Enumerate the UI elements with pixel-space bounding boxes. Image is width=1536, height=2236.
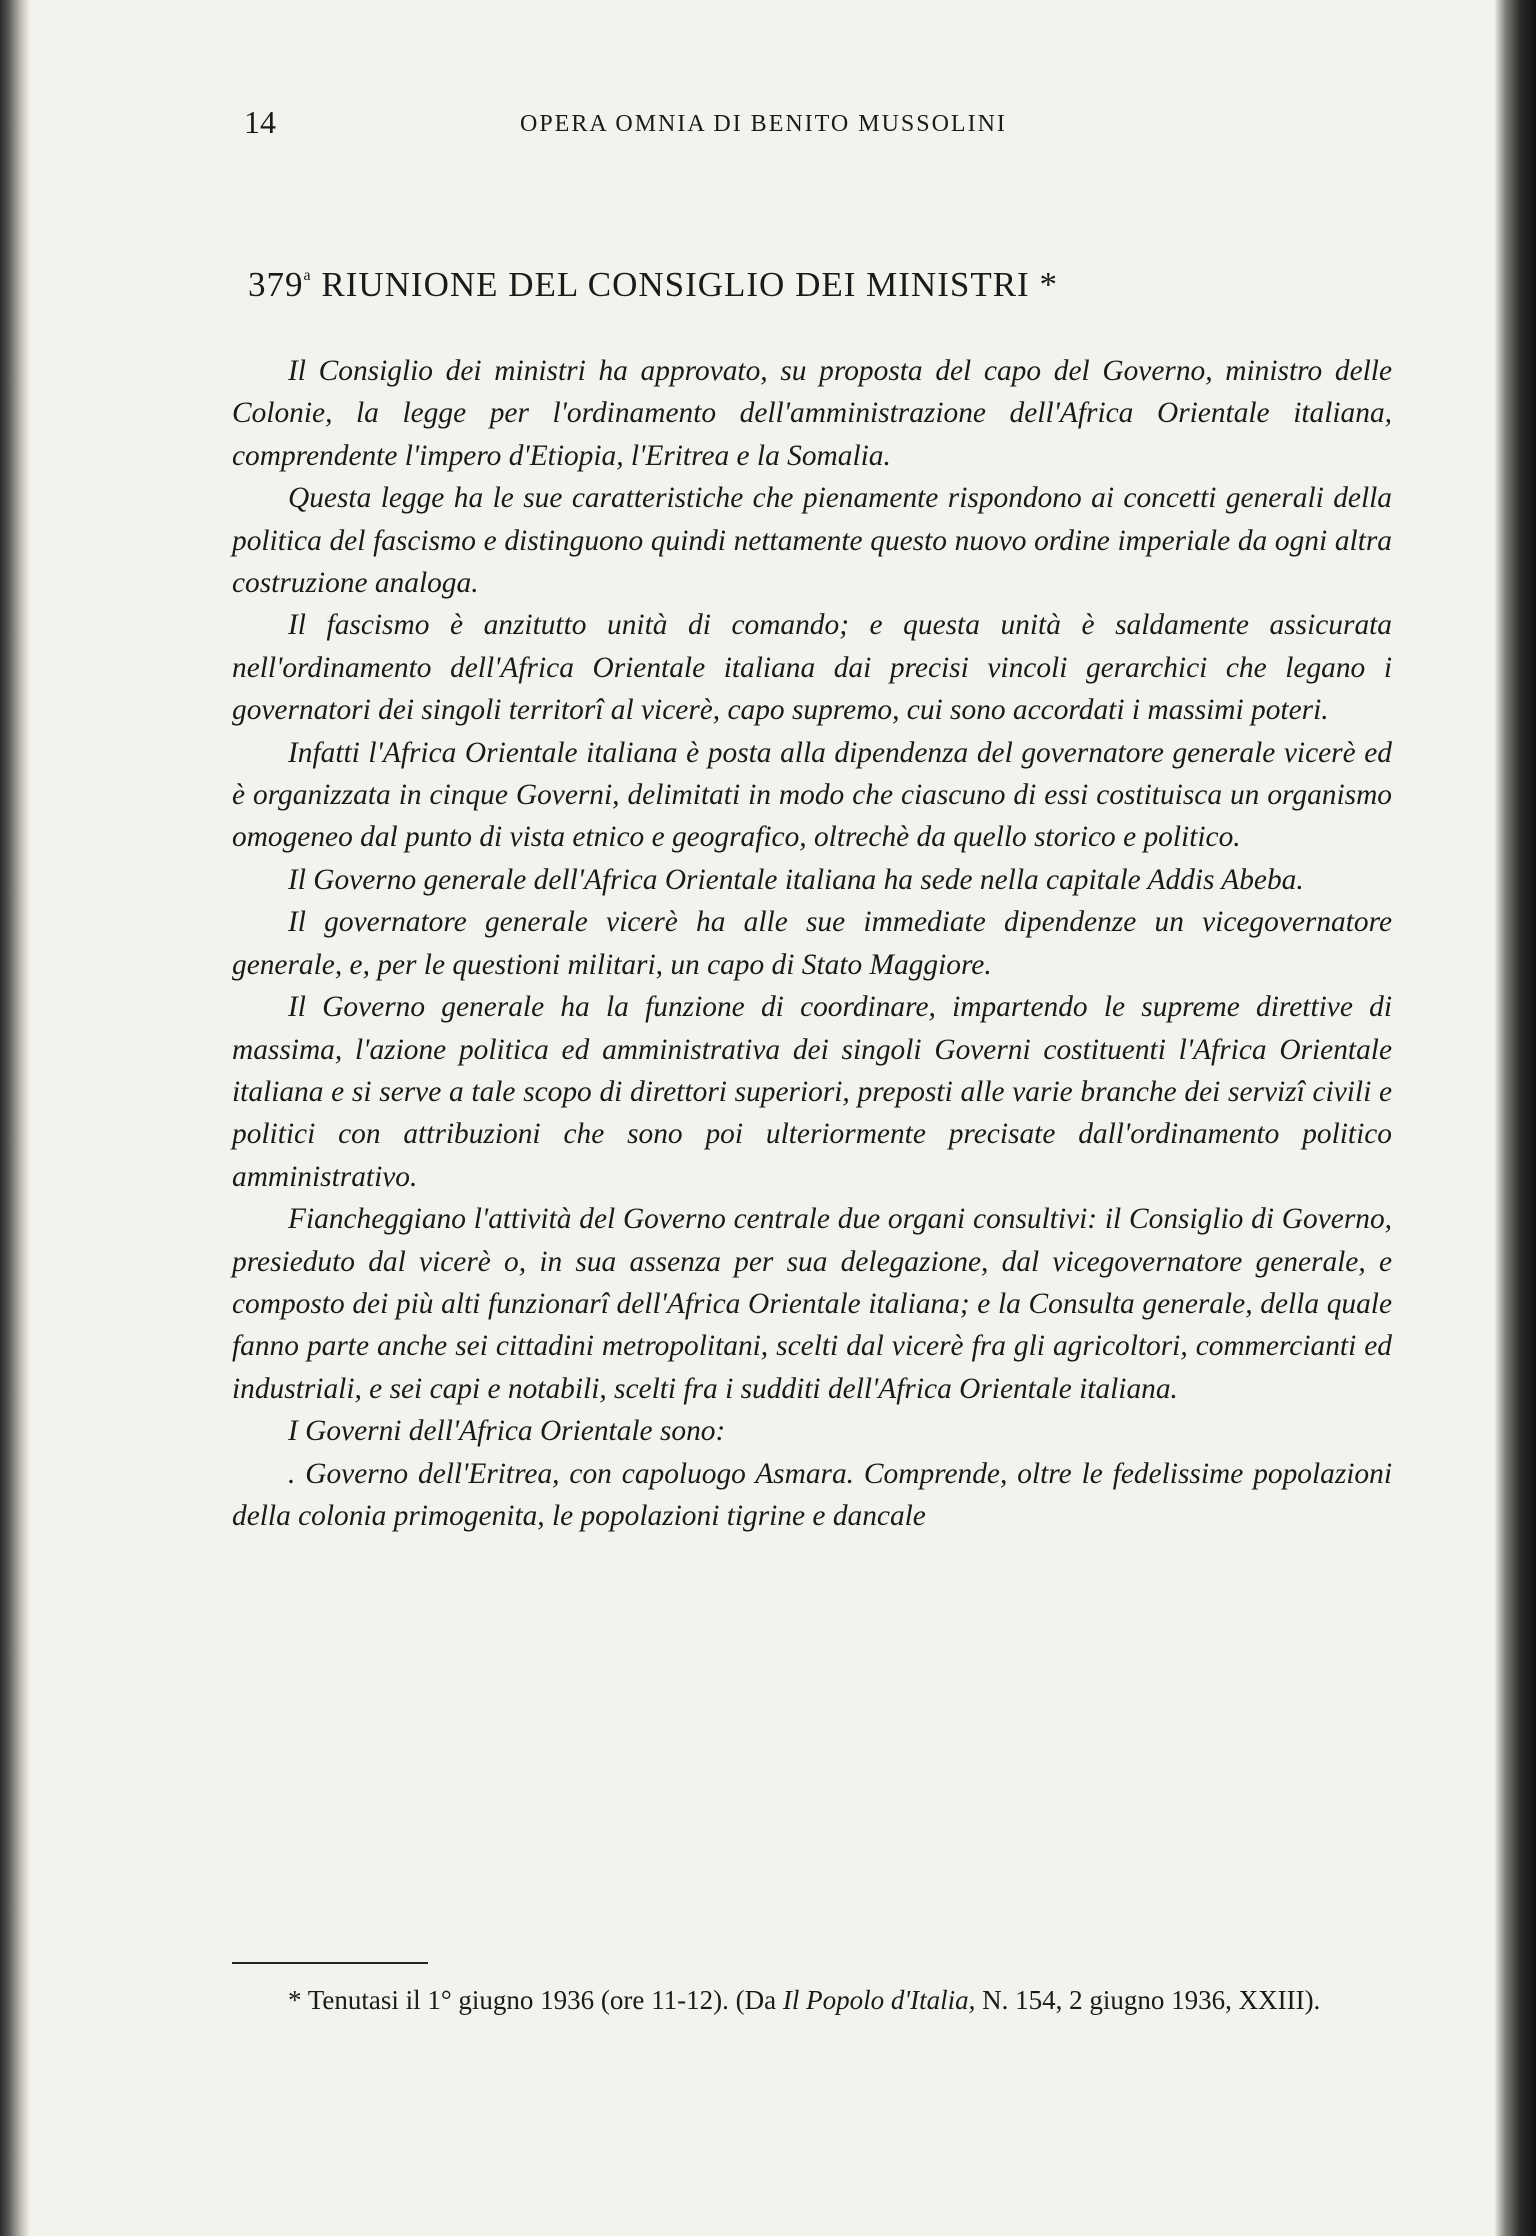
body-text [232, 350, 1392, 1537]
footnote-marker: * [288, 1985, 302, 2015]
paragraph: Il fascismo è anzitutto unità di comando; e questa unità è saldamente assicurata nell'ordinamento dell'Africa Orientale italiana dai precisi vincoli gerarchici che legano i governatori dei singoli territorî al vicerè, capo supremo, cui sono accordati i massimi poteri. [232, 609, 1392, 727]
scan-left-edge [0, 0, 30, 2236]
paragraph: I Governi dell'Africa Orientale sono: [288, 1415, 726, 1448]
paragraph: Infatti l'Africa Orientale italiana è posta alla dipendenza del governatore generale vicerè ed è organizzata in cinque Governi, delimitati in modo che ciascuno di essi costituisca un organismo omogeneo dal punto di vista etnico e geografico, oltrechè da quello storico e politico. [232, 736, 1392, 854]
scan-right-edge [1494, 0, 1536, 2236]
paragraph: Il Governo generale ha la funzione di coordinare, impartendo le supreme direttive di massima, l'azione politica ed amministrativa dei singoli Governi costituenti l'Africa Orientale italiana e si serve a tale scopo di direttori superiori, preposti alle varie branche dei servizî civili e politici con attribuzioni che sono poi ulteriormente precisate dall'ordinamento politico amministrativo. [232, 991, 1392, 1193]
footnote [232, 1980, 1392, 2020]
paragraph: . Governo dell'Eritrea, con capoluogo Asmara. Comprende, oltre le fedelissime popolazioni della colonia primogenita, le popolazioni tigrine e dancale [232, 1457, 1392, 1532]
footnote-source: Il Popolo d'Italia, [782, 1985, 976, 2015]
footnote-text: Tenutasi il 1° giugno 1936 (ore 11-12). (Da [307, 1985, 783, 2015]
paragraph: Fiancheggiano l'attività del Governo centrale due organi consultivi: il Consiglio di Governo, presieduto dal vicerè o, in sua assenza per sua delegazione, dal vicegovernatore generale, e composto dei più alti funzionarî dell'Africa Orientale italiana; e la Consulta generale, della quale fanno parte anche sei cittadini metropolitani, scelti dal vicerè fra gli agricoltori, commercianti ed industriali, e sei capi e notabili, scelti fra i sudditi dell'Africa Orientale italiana. [232, 1203, 1392, 1405]
chapter-number-superscript: a [303, 267, 312, 284]
chapter-number: 379 [248, 265, 304, 304]
paragraph: Questa legge ha le sue caratteristiche che pienamente rispondono ai concetti generali della politica del fascismo e distinguono quindi nettamente questo nuovo ordine imperiale da ogni altra costruzione analoga. [232, 482, 1392, 600]
footnote-text-end: N. 154, 2 giugno 1936, XXIII). [975, 1985, 1321, 2015]
paragraph: Il governatore generale vicerè ha alle sue immediate dipendenze un vicegovernatore generale, e, per le questioni militari, un capo di Stato Maggiore. [232, 906, 1392, 981]
paragraph: Il Governo generale dell'Africa Orientale italiana ha sede nella capitale Addis Abeba. [288, 863, 1304, 896]
paragraph: Il Consiglio dei ministri ha approvato, su proposta del capo del Governo, ministro delle Colonie, la legge per l'ordinamento dell'amministrazione dell'Africa Orientale italiana, comprendente l'impero d'Etiopia, l'Eritrea e la Somalia. [232, 355, 1392, 472]
footnote-rule [232, 1962, 428, 1964]
running-head: OPERA OMNIA DI BENITO MUSSOLINI [520, 111, 1007, 137]
chapter-title-text: RIUNIONE DEL CONSIGLIO DEI MINISTRI * [321, 265, 1058, 304]
chapter-title [248, 254, 1058, 307]
page-number: 14 [244, 104, 276, 140]
